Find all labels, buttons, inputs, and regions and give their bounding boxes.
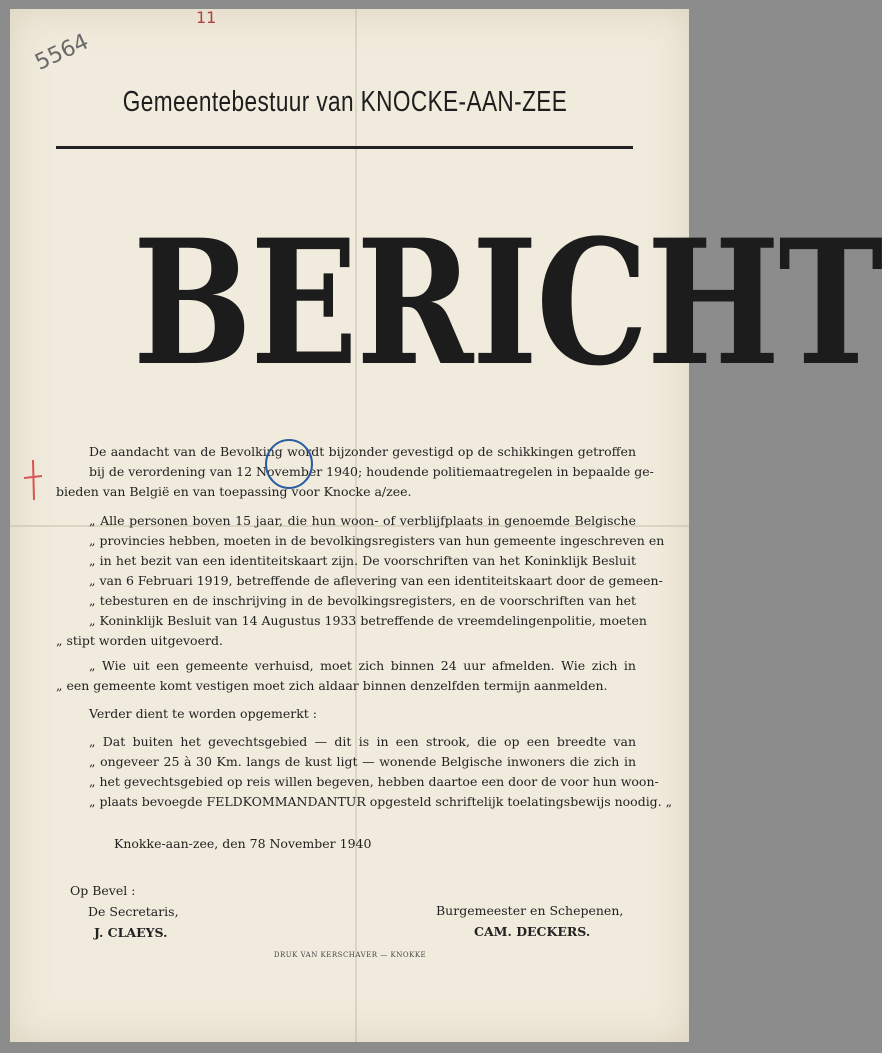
text-line: bieden van België en van toepassing voor Knocke a/zee. bbox=[56, 484, 412, 499]
red-cross-mark bbox=[22, 458, 44, 502]
mayor-title: Burgemeester en Schepenen, bbox=[436, 903, 624, 918]
text-line: „ het gevechtsgebied op reis willen begeven, hebben daartoe een door de voor hun woon- bbox=[89, 774, 659, 789]
header-rule bbox=[56, 146, 633, 149]
handwritten-archive-number: 5564 bbox=[31, 29, 93, 76]
printer-imprint: DRUK VAN KERSCHAVER — KNOKKE bbox=[273, 951, 427, 959]
mayor-name: CAM. DECKERS. bbox=[474, 924, 591, 939]
signature-block-secretary bbox=[70, 880, 179, 943]
place-date-line: Knokke-aan-zee, den 78 November 1940 bbox=[114, 836, 372, 851]
secretary-title: De Secretaris, bbox=[88, 904, 179, 919]
text-line: „ ongeveer 25 à 30 Km. langs de kust ligt — wonende Belgische inwoners die zich in bbox=[89, 754, 636, 769]
text-line: „ Alle personen boven 15 jaar, die hun woon- of verblijfplaats in genoemde Belgische bbox=[89, 513, 636, 528]
secretary-name: J. CLAEYS. bbox=[94, 925, 168, 940]
text-line: De aandacht van de Bevolking wordt bijzonder gevestigd op de schikkingen getroffen bbox=[89, 444, 636, 459]
paragraph-intro bbox=[56, 442, 654, 502]
blue-circle-mark bbox=[262, 432, 316, 494]
text-line: „ plaats bevoegde FELDKOMMANDANTUR opgesteld schriftelijk toelatingsbewijs noodig. „ bbox=[89, 794, 673, 809]
text-line: „ Koninklijk Besluit van 14 Augustus 1933 betreffende de vreemdelingenpolitie, moeten bbox=[89, 613, 647, 628]
poster-title: BERICHT bbox=[132, 201, 882, 404]
text-line: „ tebesturen en de inschrijving in de bevolkingsregisters, en de voorschriften van het bbox=[89, 593, 636, 608]
paragraph-moving bbox=[56, 656, 636, 696]
text-line: „ stipt worden uitgevoerd. bbox=[56, 633, 223, 648]
text-line: „ een gemeente komt vestigen moet zich aldaar binnen denzelfden termijn aanmelden. bbox=[56, 678, 608, 693]
text-line: „ Dat buiten het gevechtsgebied — dit is in een strook, die op een breedte van bbox=[89, 734, 636, 749]
paragraph-identity-card bbox=[56, 511, 665, 651]
paragraph-combat-zone bbox=[56, 732, 673, 812]
municipality-header: Gemeentebestuur van KNOCKE-AAN-ZEE bbox=[122, 86, 568, 118]
text-line: bij de verordening van 12 November 1940; houdende politiemaatregelen in bepaalde ge- bbox=[89, 464, 654, 479]
text-line: „ Wie uit een gemeente verhuisd, moet zich binnen 24 uur afmelden. Wie zich in bbox=[89, 658, 636, 673]
text-line: „ van 6 Februari 1919, betreffende de aflevering van een identiteitskaart door de gemeen- bbox=[89, 573, 663, 588]
handwritten-mark-top: 11 bbox=[196, 8, 217, 27]
text-line: „ provincies hebben, moeten in de bevolkingsregisters van hun gemeente ingeschreven en bbox=[89, 533, 665, 548]
signature-block-mayor bbox=[436, 900, 623, 942]
text-line: „ in het bezit van een identiteitskaart zijn. De voorschriften van het Koninklijk Besluit bbox=[89, 553, 636, 568]
order-label: Op Bevel : bbox=[70, 883, 136, 898]
paragraph-note: Verder dient te worden opgemerkt : bbox=[89, 706, 317, 721]
